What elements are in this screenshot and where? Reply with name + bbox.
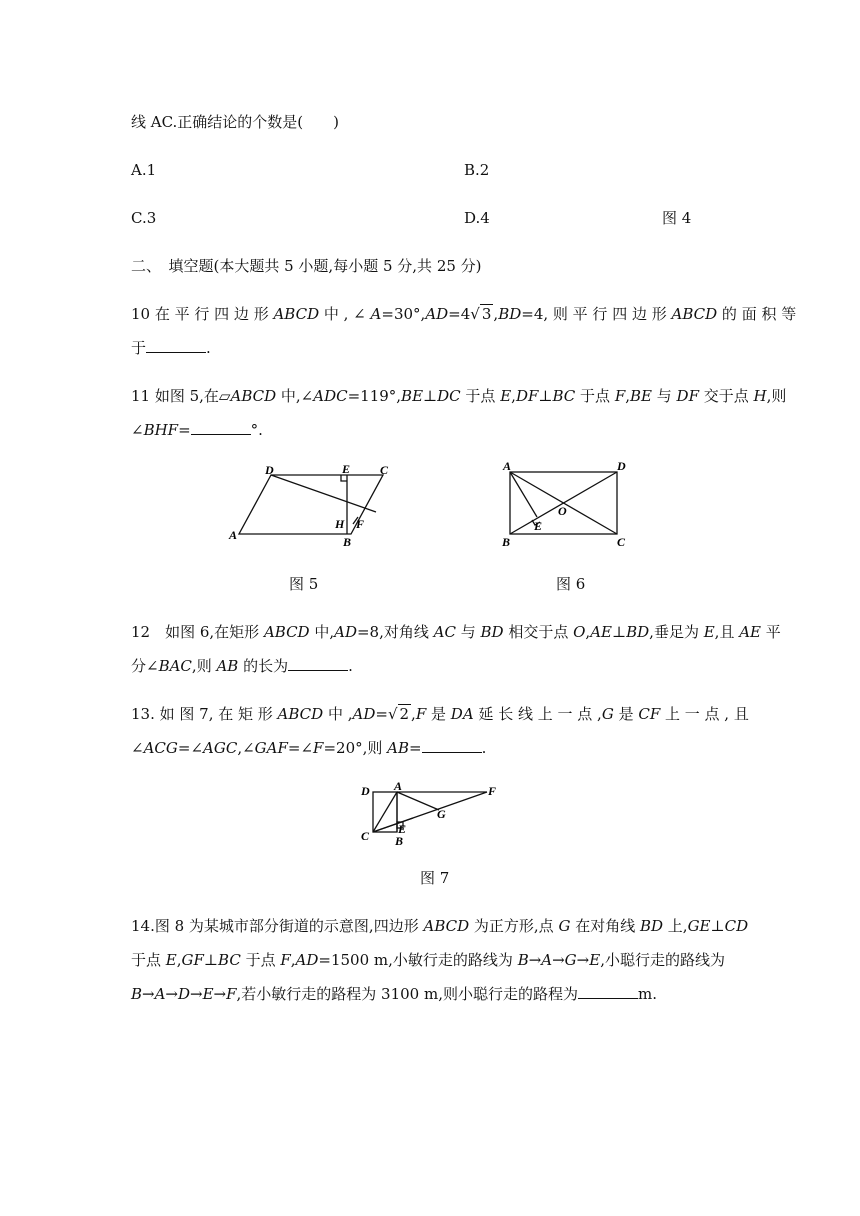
figure-6 <box>497 457 637 549</box>
fig7-label-D: D <box>361 784 370 798</box>
q12-line2: 分∠BAC,则 AB 的长为 . <box>131 657 353 675</box>
q10-line2: 于 . <box>131 339 211 357</box>
fig5-label-H: H <box>335 517 345 531</box>
q9-option-c: C.3 <box>131 209 157 227</box>
fig5-label-F: F <box>356 517 365 531</box>
q12-line1: 12 如图 6,在矩形 ABCD 中,AD=8,对角线 AC 与 BD 相交于点 O,AE⊥BD,垂足为 E,且 AE 平 <box>131 623 781 641</box>
fig7-label-B: B <box>395 834 404 848</box>
q11-line2: ∠BHF= °. <box>131 421 263 439</box>
answer-blank <box>422 738 482 753</box>
answer-blank <box>288 656 348 671</box>
fig5-label-B: B <box>343 535 352 549</box>
q13-line1: 13. 如 图 7, 在 矩 形 ABCD 中 ,AD=√ 2 ,F 是 DA 延 长 线 上 一 点 ,G 是 CF 上 一 点 , 且 <box>131 705 749 723</box>
answer-blank <box>578 984 638 999</box>
fig7-label-F: F <box>488 784 497 798</box>
fig5-label-D: D <box>265 463 274 477</box>
q9-option-b: B.2 <box>464 161 490 179</box>
q9-option-d: D.4 <box>464 209 490 227</box>
fig6-label-E: E <box>534 519 543 533</box>
fig6-label-B: B <box>502 535 511 549</box>
sqrt-symbol: √ 2 <box>387 705 410 723</box>
fig5-caption: 图 5 <box>289 575 319 593</box>
figure-7 <box>357 778 505 848</box>
fig4-label: 图 4 <box>662 209 692 227</box>
q14-line1: 14.图 8 为某城市部分街道的示意图,四边形 ABCD 为正方形,点 G 在对角线 BD 上,GE⊥CD <box>131 917 749 935</box>
fig6-label-A: A <box>503 459 512 473</box>
q14-line2: 于点 E,GF⊥BC 于点 F,AD=1500 m,小敏行走的路线为 B→A→G→E,小聪行走的路线为 <box>131 951 725 969</box>
fig6-label-D: D <box>617 459 626 473</box>
fig7-label-G: G <box>437 807 446 821</box>
fig6-label-C: C <box>617 535 626 549</box>
answer-blank <box>191 420 251 435</box>
fig6-caption: 图 6 <box>556 575 586 593</box>
fig5-label-A: A <box>229 528 238 542</box>
fig7-caption: 图 7 <box>420 869 450 887</box>
fig6-label-O: O <box>558 504 567 518</box>
q14-line3: B→A→D→E→F,若小敏行走的路程为 3100 m,则小聪行走的路程为 m. <box>131 985 657 1003</box>
fig7-label-A: A <box>394 779 403 793</box>
sqrt-symbol: √ 3 <box>470 305 492 323</box>
answer-blank <box>146 338 206 353</box>
fig5-label-C: C <box>380 463 389 477</box>
section-heading: 二、 填空题(本大题共 5 小题,每小题 5 分,共 25 分) <box>131 257 482 275</box>
fig7-label-E: E <box>398 822 407 836</box>
q9-tail: 线 AC.正确结论的个数是( ) <box>131 113 340 131</box>
q9-option-a: A.1 <box>131 161 157 179</box>
fig5-label-E: E <box>342 462 351 476</box>
q13-line2: ∠ACG=∠AGC,∠GAF=∠F=20°,则 AB= . <box>131 739 487 757</box>
figure-5 <box>225 460 400 550</box>
q10-line1: 10 在 平 行 四 边 形 ABCD 中 , ∠ A=30°,AD=4√ 3 ,BD=4, 则 平 行 四 边 形 ABCD 的 面 积 等 <box>131 305 797 323</box>
q11-line1: 11 如图 5,在▱ABCD 中,∠ADC=119°,BE⊥DC 于点 E,DF⊥BC 于点 F,BE 与 DF 交于点 H,则 <box>131 387 787 405</box>
fig7-label-C: C <box>361 829 370 843</box>
